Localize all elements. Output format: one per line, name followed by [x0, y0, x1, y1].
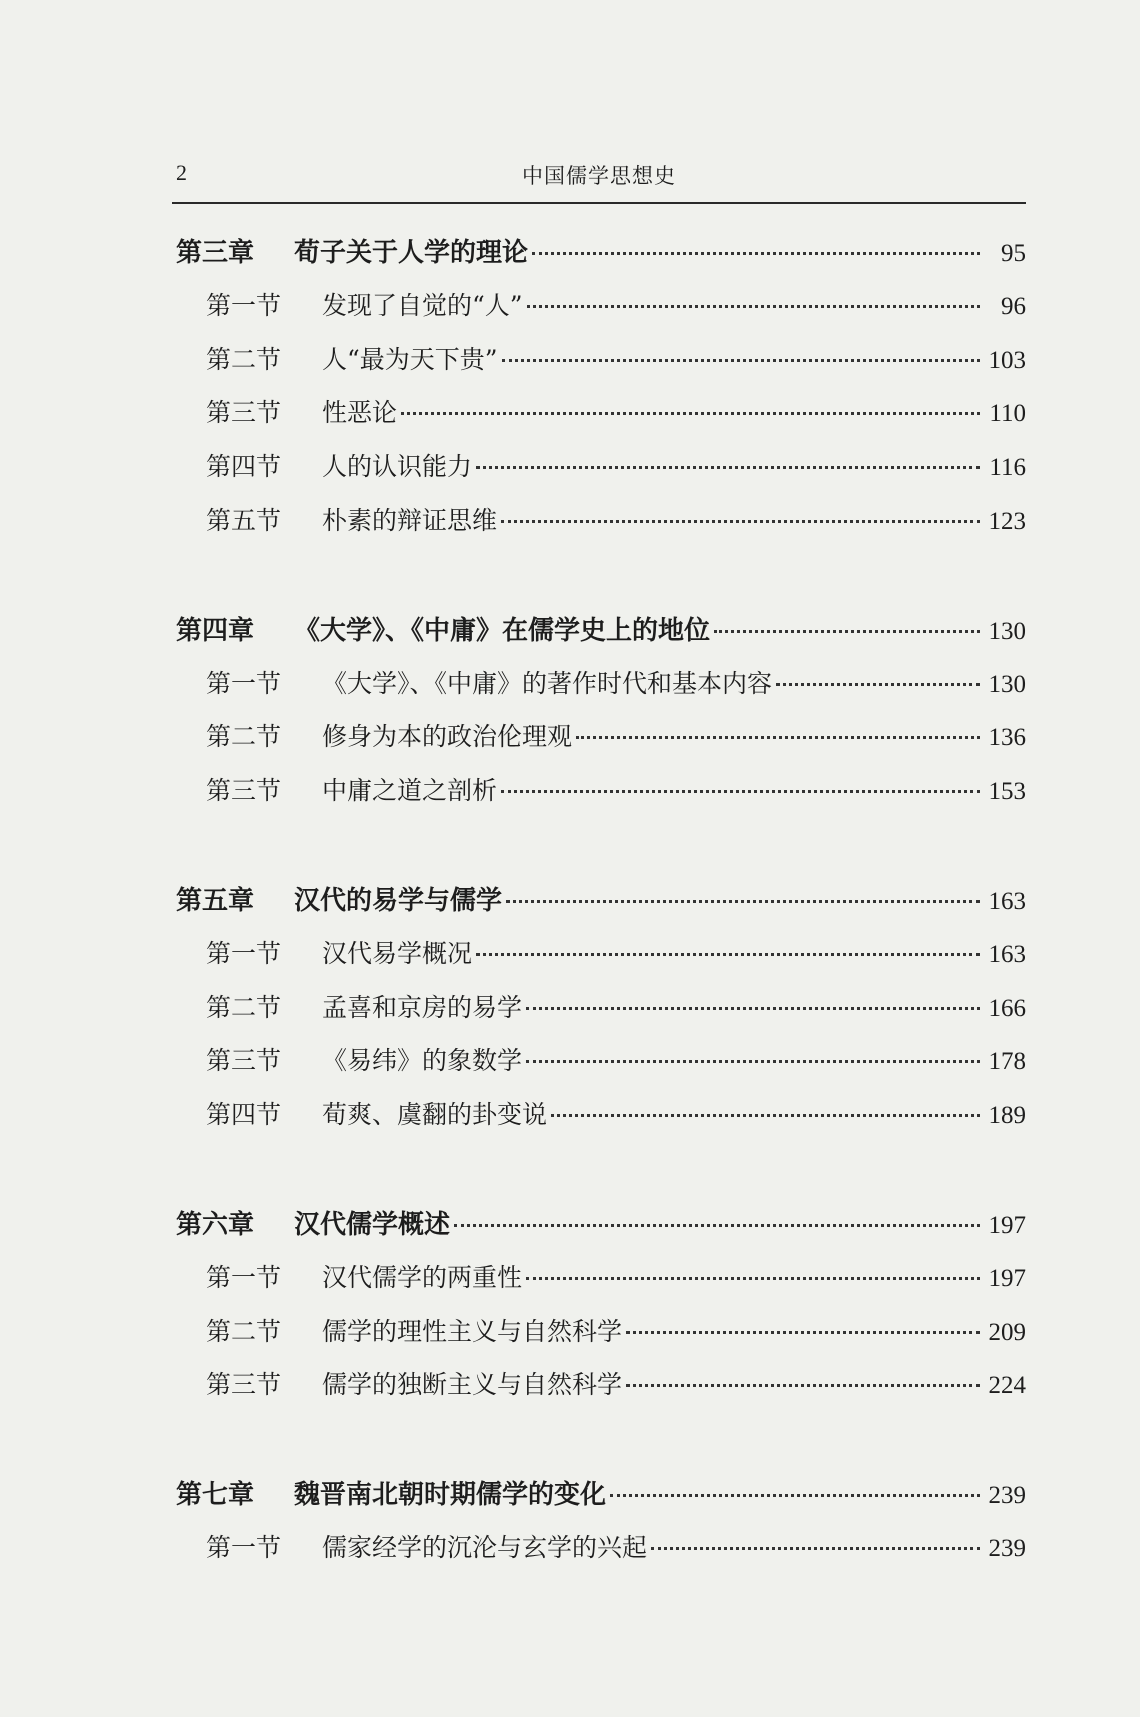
section-page-number: 116: [989, 454, 1026, 482]
chapter-gap: [176, 1419, 1026, 1474]
section-title: 人的认识能力: [322, 452, 473, 482]
dot-leader: [526, 1060, 980, 1063]
toc-section-entry[interactable]: [176, 393, 1026, 447]
toc-chapter-entry[interactable]: [176, 232, 1026, 286]
chapter-number: 第七章: [176, 1480, 255, 1511]
page-number: 2: [176, 160, 187, 185]
chapter-number: 第三章: [176, 238, 255, 268]
section-page-number: 166: [988, 994, 1026, 1022]
toc-chapter-block: [176, 232, 1026, 555]
dot-leader: [532, 252, 980, 255]
section-title: 修身为本的政治伦理观: [322, 722, 573, 752]
section-title: 汉代易学概况: [322, 938, 473, 968]
section-page-number: 96: [1001, 292, 1026, 320]
section-number: 第一节: [206, 1532, 282, 1562]
chapter-title: 汉代儒学概述: [294, 1209, 451, 1240]
section-title: 《大学》、《中庸》的著作时代和基本内容: [322, 668, 773, 698]
dot-leader: [610, 1494, 980, 1497]
section-title: 朴素的辩证思维: [322, 505, 498, 535]
section-number: 第一节: [206, 938, 282, 968]
dot-leader: [551, 1114, 980, 1117]
section-page-number: 178: [988, 1048, 1026, 1076]
dot-leader: [626, 1331, 980, 1334]
section-page-number: 163: [988, 940, 1026, 968]
section-title: 荀爽、虞翻的卦变说: [322, 1100, 548, 1130]
section-title: 中庸之道之剖析: [322, 776, 498, 806]
section-number: 第一节: [206, 668, 282, 698]
toc-chapter-block: [176, 610, 1026, 825]
chapter-page-number: 130: [988, 617, 1026, 645]
toc-chapter-block: [176, 1204, 1026, 1419]
section-title: 人“最为天下贵”: [322, 344, 498, 374]
dot-leader: [501, 790, 980, 793]
section-page-number: 197: [988, 1264, 1026, 1292]
toc-section-entry[interactable]: [176, 1365, 1026, 1419]
dot-leader: [401, 412, 980, 415]
section-title: 孟喜和京房的易学: [322, 992, 523, 1022]
section-number: 第二节: [206, 1316, 282, 1346]
chapter-page-number: 197: [988, 1211, 1026, 1239]
section-page-number: 130: [988, 670, 1026, 698]
toc-section-entry[interactable]: [176, 447, 1026, 501]
toc-section-entry[interactable]: [176, 1312, 1026, 1366]
chapter-title: 魏晋南北朝时期儒学的变化: [294, 1480, 607, 1511]
section-title: 儒学的独断主义与自然科学: [322, 1370, 623, 1400]
chapter-gap: [176, 555, 1026, 610]
section-number: 第三节: [206, 1370, 282, 1400]
section-number: 第二节: [206, 344, 282, 374]
section-title: 汉代儒学的两重性: [322, 1262, 523, 1292]
section-number: 第三节: [206, 1046, 282, 1076]
chapter-gap: [176, 1149, 1026, 1204]
section-number: 第三节: [206, 776, 282, 806]
dot-leader: [506, 900, 980, 903]
chapter-page-number: 95: [1001, 240, 1026, 267]
toc-section-entry[interactable]: [176, 1095, 1026, 1149]
section-number: 第五节: [206, 505, 282, 535]
section-number: 第一节: [206, 1262, 282, 1292]
chapter-gap: [176, 825, 1026, 880]
section-page-number: 153: [988, 778, 1026, 806]
dot-leader: [576, 736, 980, 739]
toc-chapter-entry[interactable]: [176, 610, 1026, 664]
section-title: 儒学的理性主义与自然科学: [322, 1316, 623, 1346]
dot-leader: [502, 359, 980, 362]
toc-chapter-block: [176, 1474, 1026, 1582]
dot-leader: [527, 305, 980, 308]
toc-section-entry[interactable]: [176, 286, 1026, 340]
dot-leader: [626, 1384, 980, 1387]
dot-leader: [526, 1007, 980, 1010]
chapter-title: 《大学》、《中庸》在儒学史上的地位: [294, 615, 711, 646]
toc-chapter-entry[interactable]: [176, 1474, 1026, 1528]
chapter-number: 第六章: [176, 1209, 255, 1240]
section-title: 儒家经学的沉沦与玄学的兴起: [322, 1532, 648, 1562]
toc-section-entry[interactable]: [176, 771, 1026, 825]
section-number: 第一节: [206, 290, 282, 320]
toc-chapter-entry[interactable]: [176, 1204, 1026, 1258]
section-page-number: 209: [988, 1318, 1026, 1346]
section-page-number: 103: [988, 346, 1026, 374]
toc-chapter-entry[interactable]: [176, 880, 1026, 934]
section-page-number: 136: [988, 724, 1026, 752]
section-page-number: 239: [988, 1534, 1026, 1562]
book-title: 中国儒学思想史: [522, 164, 676, 188]
section-number: 第四节: [206, 452, 282, 482]
section-page-number: 123: [988, 507, 1026, 535]
toc-section-entry[interactable]: [176, 934, 1026, 988]
dot-leader: [776, 683, 980, 686]
toc-section-entry[interactable]: [176, 1041, 1026, 1095]
dot-leader: [714, 630, 980, 633]
toc-section-entry[interactable]: [176, 340, 1026, 394]
section-number: 第二节: [206, 722, 282, 752]
toc-section-entry[interactable]: [176, 988, 1026, 1042]
dot-leader: [526, 1277, 980, 1280]
chapter-title: 汉代的易学与儒学: [294, 885, 503, 916]
section-number: 第三节: [206, 398, 282, 428]
toc-section-entry[interactable]: [176, 717, 1026, 771]
chapter-number: 第五章: [176, 885, 255, 916]
header-rule: [172, 202, 1026, 204]
section-page-number: 224: [988, 1372, 1026, 1400]
toc-chapter-block: [176, 880, 1026, 1149]
dot-leader: [651, 1547, 980, 1550]
chapter-number: 第四章: [176, 615, 255, 646]
table-of-contents: [176, 232, 1026, 1582]
section-number: 第四节: [206, 1100, 282, 1130]
section-title: 《易纬》的象数学: [322, 1046, 523, 1076]
dot-leader: [476, 953, 980, 956]
toc-section-entry[interactable]: [176, 1528, 1026, 1582]
section-title: 发现了自觉的“人”: [322, 290, 523, 320]
section-page-number: 110: [989, 400, 1026, 428]
toc-section-entry[interactable]: [176, 1258, 1026, 1312]
dot-leader: [476, 466, 980, 469]
section-title: 性恶论: [322, 398, 398, 428]
chapter-page-number: 163: [988, 887, 1026, 915]
dot-leader: [501, 520, 980, 523]
running-header: [172, 160, 1026, 202]
chapter-title: 荀子关于人学的理论: [294, 238, 529, 268]
dot-leader: [454, 1224, 980, 1227]
section-number: 第二节: [206, 992, 282, 1022]
section-page-number: 189: [988, 1102, 1026, 1130]
chapter-page-number: 239: [988, 1482, 1026, 1510]
toc-section-entry[interactable]: [176, 501, 1026, 555]
toc-section-entry[interactable]: [176, 664, 1026, 718]
